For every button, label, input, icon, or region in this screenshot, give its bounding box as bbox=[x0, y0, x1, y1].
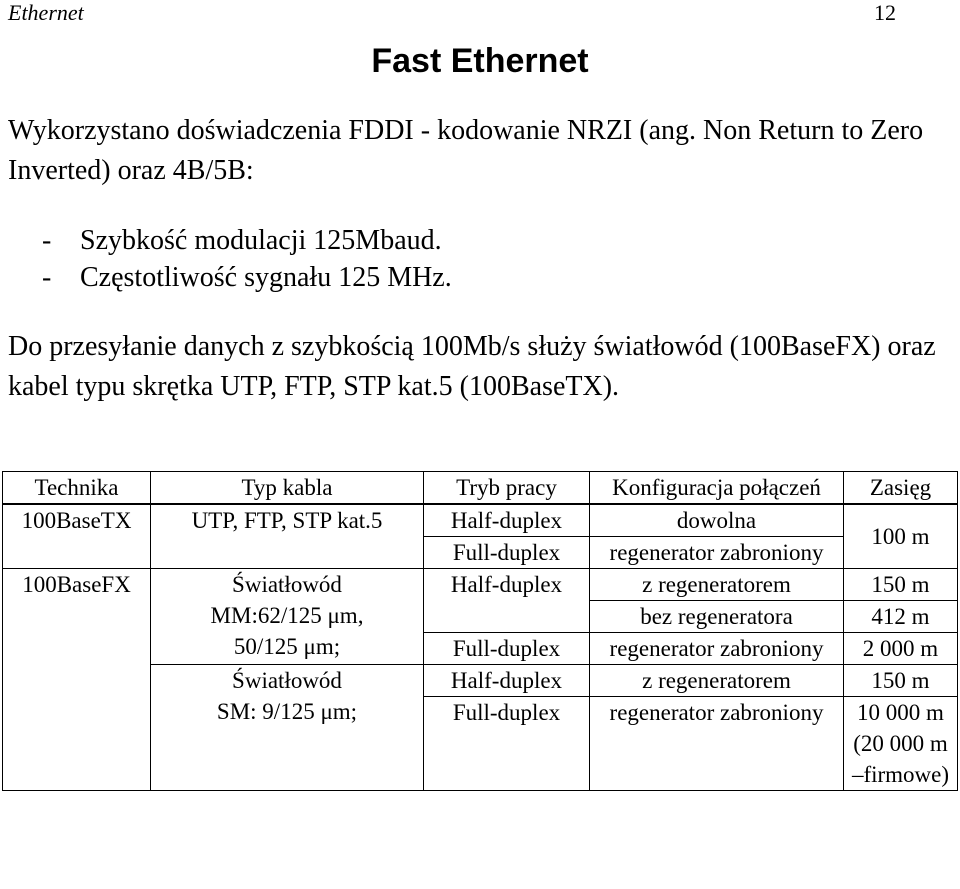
range-cell: 100 m bbox=[844, 504, 958, 569]
range-cell: 2 000 m bbox=[844, 633, 958, 665]
list-item-text: Częstotliwość sygnału 125 MHz. bbox=[80, 262, 452, 293]
cable-line: 50/125 μm; bbox=[233, 634, 341, 659]
mode-cell: Full-duplex bbox=[424, 633, 590, 665]
config-cell: dowolna bbox=[590, 504, 844, 537]
tech-cell: 100BaseTX bbox=[3, 504, 151, 569]
table-header-row bbox=[3, 472, 958, 505]
cable-cell: UTP, FTP, STP kat.5 bbox=[151, 504, 424, 569]
range-cell bbox=[844, 697, 958, 791]
parameter-list bbox=[42, 222, 452, 296]
list-item bbox=[42, 222, 452, 259]
config-cell: z regeneratorem bbox=[590, 665, 844, 697]
list-item bbox=[42, 259, 452, 296]
header-cell: Typ kabla bbox=[151, 472, 424, 505]
list-item-text: Szybkość modulacji 125Mbaud. bbox=[80, 225, 442, 256]
config-cell: z regeneratorem bbox=[590, 569, 844, 601]
range-cell: 150 m bbox=[844, 569, 958, 601]
table-row bbox=[3, 504, 958, 537]
transmission-paragraph: Do przesyłanie danych z szybkością 100Mb/s służy światłowód (100BaseFX) oraz kabel typu skrętka UTP, FTP, STP kat.5 (100BaseTX). bbox=[8, 331, 936, 402]
config-cell: regenerator zabroniony bbox=[590, 537, 844, 569]
cable-cell bbox=[151, 569, 424, 665]
cable-line: SM: 9/125 μm; bbox=[216, 699, 358, 724]
header-cell: Zasięg bbox=[844, 472, 958, 505]
page-number: 12 bbox=[874, 0, 896, 25]
page-header bbox=[8, 0, 896, 28]
header-cell: Tryb pracy bbox=[424, 472, 590, 505]
header-cell: Technika bbox=[3, 472, 151, 505]
mode-cell: Half-duplex bbox=[424, 665, 590, 697]
range-line: 10 000 m bbox=[857, 700, 944, 725]
config-cell: bez regeneratora bbox=[590, 601, 844, 633]
range-line: (20 000 m bbox=[853, 731, 948, 756]
cable-line: Światłowód bbox=[232, 668, 342, 693]
cable-line: MM:62/125 μm, bbox=[210, 603, 364, 628]
chapter-name: Ethernet bbox=[8, 0, 84, 25]
config-cell: regenerator zabroniony bbox=[590, 633, 844, 665]
cable-cell bbox=[151, 665, 424, 791]
tech-cell: 100BaseFX bbox=[3, 569, 151, 791]
table-row bbox=[3, 569, 958, 601]
mode-cell: Half-duplex bbox=[424, 504, 590, 537]
bullet-dash: - bbox=[42, 262, 52, 293]
intro-paragraph: Wykorzystano doświadczenia FDDI - kodowanie NRZI (ang. Non Return to Zero Inverted) oraz 4B/5B: bbox=[8, 115, 924, 186]
mode-cell: Full-duplex bbox=[424, 697, 590, 791]
range-line: –firmowe) bbox=[851, 762, 950, 787]
range-cell: 412 m bbox=[844, 601, 958, 633]
mode-cell: Full-duplex bbox=[424, 537, 590, 569]
config-cell: regenerator zabroniony bbox=[590, 697, 844, 791]
mode-cell: Half-duplex bbox=[424, 569, 590, 633]
fast-ethernet-table bbox=[2, 471, 958, 791]
header-cell: Konfiguracja połączeń bbox=[590, 472, 844, 505]
bullet-dash: - bbox=[42, 225, 52, 256]
page-title: Fast Ethernet bbox=[371, 42, 589, 80]
range-cell: 150 m bbox=[844, 665, 958, 697]
cable-line: Światłowód bbox=[232, 572, 342, 597]
